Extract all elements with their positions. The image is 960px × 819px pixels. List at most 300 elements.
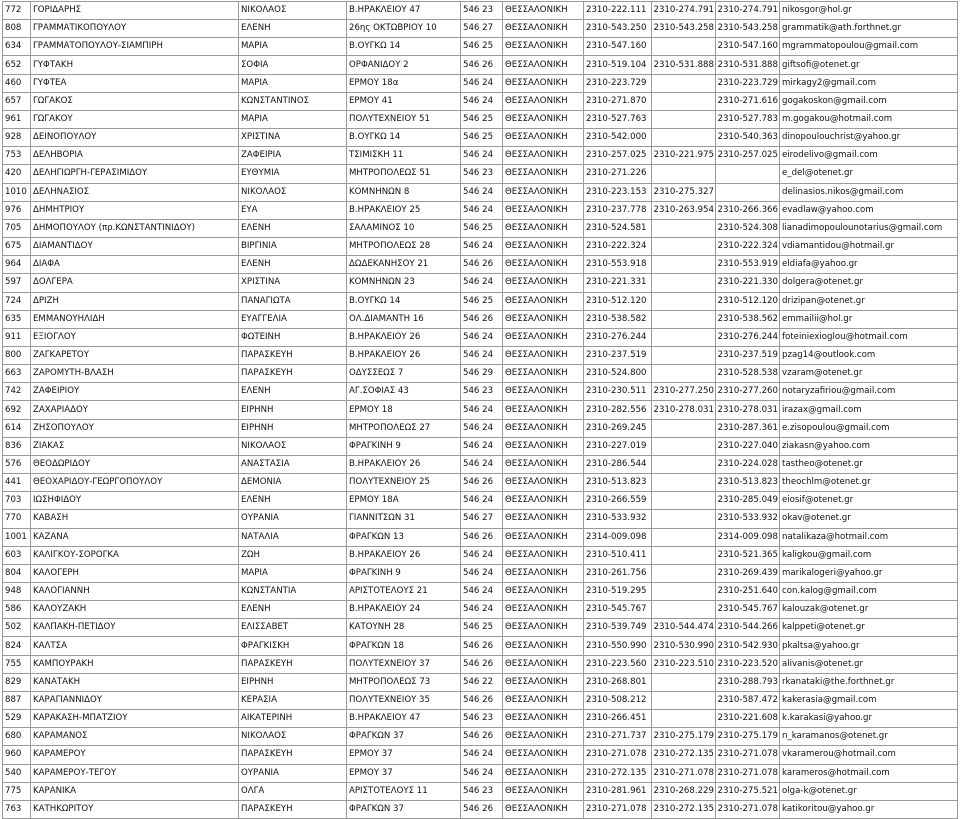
city-cell: ΘΕΣΣΑΛΟΝΙΚΗ — [503, 437, 584, 455]
street-address-cell: ΦΡΑΓΚΩΝ 13 — [347, 528, 461, 546]
second-phone-cell: 2310-544.266 — [716, 619, 780, 637]
second-phone-cell: 2310-275.521 — [716, 782, 780, 800]
first-name-cell: ΜΑΡΙΑ — [239, 110, 347, 128]
fax-cell — [652, 437, 716, 455]
email-cell[interactable]: pkaltsa@yahoo.gr — [780, 637, 958, 655]
fax-cell — [652, 710, 716, 728]
first-name-cell: ΝΙΚΟΛΑΟΣ — [239, 728, 347, 746]
second-phone-cell: 2310-524.308 — [716, 219, 780, 237]
member-id-cell: 680 — [3, 728, 31, 746]
member-id-cell: 763 — [3, 800, 31, 818]
table-row — [3, 238, 958, 256]
fax-cell: 2310-543.258 — [652, 20, 716, 38]
fax-cell — [652, 165, 716, 183]
first-name-cell: ΠΑΡΑΣΚΕΥΗ — [239, 365, 347, 383]
email-cell[interactable]: eirodelivo@gmail.com — [780, 147, 958, 165]
first-name-cell: ΠΑΡΑΣΚΕΥΗ — [239, 346, 347, 364]
postal-code-cell: 546 26 — [461, 474, 503, 492]
street-address-cell: ΕΡΜΟΥ 18Α — [347, 492, 461, 510]
city-cell: ΘΕΣΣΑΛΟΝΙΚΗ — [503, 256, 584, 274]
phone-cell: 2310-519.295 — [584, 583, 652, 601]
surname-cell: ΖΑΡΟΜΥΤΗ-ΒΛΑΣΗ — [31, 365, 239, 383]
city-cell: ΘΕΣΣΑΛΟΝΙΚΗ — [503, 583, 584, 601]
email-cell[interactable]: katikoritou@yahoo.gr — [780, 800, 958, 818]
first-name-cell: ΠΑΡΑΣΚΕΥΗ — [239, 746, 347, 764]
first-name-cell: ΖΩΗ — [239, 546, 347, 564]
table-row — [3, 782, 958, 800]
phone-cell: 2310-550.990 — [584, 637, 652, 655]
table-row — [3, 165, 958, 183]
email-cell[interactable]: eldiafa@yahoo.gr — [780, 256, 958, 274]
city-cell: ΘΕΣΣΑΛΟΝΙΚΗ — [503, 546, 584, 564]
table-row — [3, 691, 958, 709]
email-cell[interactable]: natalikaza@hotmail.com — [780, 528, 958, 546]
postal-code-cell: 546 24 — [461, 764, 503, 782]
phone-cell: 2310-269.245 — [584, 419, 652, 437]
table-row — [3, 2, 958, 20]
surname-cell: ΖΗΣΟΠΟΥΛΟΥ — [31, 419, 239, 437]
second-phone-cell: 2310-275.179 — [716, 728, 780, 746]
member-id-cell: 652 — [3, 56, 31, 74]
member-id-cell: 948 — [3, 583, 31, 601]
phone-cell: 2310-266.451 — [584, 710, 652, 728]
city-cell: ΘΕΣΣΑΛΟΝΙΚΗ — [503, 655, 584, 673]
table-row — [3, 110, 958, 128]
first-name-cell: ΕΥΑΓΓΕΛΙΑ — [239, 310, 347, 328]
surname-cell: ΓΡΑΜΜΑΤΙΚΟΠΟΥΛΟΥ — [31, 20, 239, 38]
surname-cell: ΕΜΜΑΝΟΥΗΛΙΔΗ — [31, 310, 239, 328]
second-phone-cell: 2310-266.366 — [716, 201, 780, 219]
street-address-cell: ΦΡΑΓΚΙΝΗ 9 — [347, 564, 461, 582]
table-row — [3, 201, 958, 219]
surname-cell: ΔΗΜΗΤΡΙΟΥ — [31, 201, 239, 219]
table-row — [3, 601, 958, 619]
member-id-cell: 961 — [3, 110, 31, 128]
fax-cell: 2310-274.791 — [652, 2, 716, 20]
fax-cell: 2310-277.250 — [652, 383, 716, 401]
member-id-cell: 742 — [3, 383, 31, 401]
city-cell: ΘΕΣΣΑΛΟΝΙΚΗ — [503, 365, 584, 383]
email-cell[interactable]: delinasios.nikos@gmail.com — [780, 183, 958, 201]
member-id-cell: 657 — [3, 92, 31, 110]
table-row — [3, 38, 958, 56]
street-address-cell: ΕΡΜΟΥ 37 — [347, 746, 461, 764]
table-row — [3, 20, 958, 38]
second-phone-cell: 2310-533.932 — [716, 510, 780, 528]
member-id-cell: 836 — [3, 437, 31, 455]
fax-cell — [652, 365, 716, 383]
street-address-cell: ΟΔΥΣΣΕΩΣ 7 — [347, 365, 461, 383]
postal-code-cell: 546 24 — [461, 238, 503, 256]
email-cell[interactable]: mirkagy2@gmail.com — [780, 74, 958, 92]
phone-cell: 2310-553.918 — [584, 256, 652, 274]
fax-cell: 2310-275.327 — [652, 183, 716, 201]
surname-cell: ΔΙΑΦΑ — [31, 256, 239, 274]
email-cell[interactable]: okav@otenet.gr — [780, 510, 958, 528]
member-id-cell: 586 — [3, 601, 31, 619]
email-cell[interactable]: kalouzak@otenet.gr — [780, 601, 958, 619]
member-id-cell: 634 — [3, 38, 31, 56]
email-cell[interactable]: n_karamanos@otenet.gr — [780, 728, 958, 746]
member-id-cell: 703 — [3, 492, 31, 510]
first-name-cell: ΣΟΦΙΑ — [239, 56, 347, 74]
fax-cell: 2310-271.078 — [652, 764, 716, 782]
city-cell: ΘΕΣΣΑΛΟΝΙΚΗ — [503, 92, 584, 110]
email-cell[interactable]: m.gogakou@hotmail.com — [780, 110, 958, 128]
second-phone-cell: 2310-513.823 — [716, 474, 780, 492]
first-name-cell: ΔΕΜΟΝΙΑ — [239, 474, 347, 492]
second-phone-cell: 2310-543.258 — [716, 20, 780, 38]
fax-cell — [652, 691, 716, 709]
phone-cell: 2310-547.160 — [584, 38, 652, 56]
second-phone-cell: 2310-224.028 — [716, 455, 780, 473]
email-cell[interactable]: gogakoskon@gmail.com — [780, 92, 958, 110]
street-address-cell: ΜΗΤΡΟΠΟΛΕΩΣ 51 — [347, 165, 461, 183]
table-row — [3, 655, 958, 673]
second-phone-cell: 2310-227.040 — [716, 437, 780, 455]
city-cell: ΘΕΣΣΑΛΟΝΙΚΗ — [503, 492, 584, 510]
email-cell[interactable]: irazax@gmail.com — [780, 401, 958, 419]
postal-code-cell: 546 26 — [461, 637, 503, 655]
phone-cell: 2310-539.749 — [584, 619, 652, 637]
surname-cell: ΚΑΜΠΟΥΡΑΚΗ — [31, 655, 239, 673]
fax-cell: 2310-530.990 — [652, 637, 716, 655]
first-name-cell: ΜΑΡΙΑ — [239, 38, 347, 56]
member-id-cell: 772 — [3, 2, 31, 20]
phone-cell: 2310-524.581 — [584, 219, 652, 237]
table-row — [3, 764, 958, 782]
fax-cell — [652, 564, 716, 582]
member-id-cell: 614 — [3, 419, 31, 437]
second-phone-cell: 2310-587.472 — [716, 691, 780, 709]
email-cell[interactable]: drizipan@otenet.gr — [780, 292, 958, 310]
city-cell: ΘΕΣΣΑΛΟΝΙΚΗ — [503, 474, 584, 492]
fax-cell — [652, 583, 716, 601]
email-cell[interactable]: dinopoulouchrist@yahoo.gr — [780, 129, 958, 147]
table-row — [3, 564, 958, 582]
street-address-cell: ΚΟΜΝΗΝΩΝ 23 — [347, 274, 461, 292]
postal-code-cell: 546 27 — [461, 510, 503, 528]
street-address-cell: ΟΡΦΑΝΙΔΟΥ 2 — [347, 56, 461, 74]
phone-cell: 2310-510.411 — [584, 546, 652, 564]
postal-code-cell: 546 26 — [461, 655, 503, 673]
street-address-cell: ΠΟΛΥΤΕΧΝΕΙΟΥ 51 — [347, 110, 461, 128]
postal-code-cell: 546 25 — [461, 619, 503, 637]
email-cell[interactable]: vdiamantidou@hotmail.gr — [780, 238, 958, 256]
email-cell[interactable]: evadlaw@yahoo.com — [780, 201, 958, 219]
second-phone-cell: 2310-287.361 — [716, 419, 780, 437]
postal-code-cell: 546 24 — [461, 437, 503, 455]
member-id-cell: 675 — [3, 238, 31, 256]
table-row — [3, 74, 958, 92]
postal-code-cell: 546 25 — [461, 110, 503, 128]
city-cell: ΘΕΣΣΑΛΟΝΙΚΗ — [503, 746, 584, 764]
email-cell[interactable]: notaryzafiriou@gmail.com — [780, 383, 958, 401]
email-cell[interactable]: vkaramerou@hotmail.com — [780, 746, 958, 764]
member-id-cell: 724 — [3, 292, 31, 310]
table-row — [3, 328, 958, 346]
second-phone-cell: 2310-277.260 — [716, 383, 780, 401]
phone-cell: 2310-286.544 — [584, 455, 652, 473]
first-name-cell: ΕΛΕΝΗ — [239, 492, 347, 510]
first-name-cell: ΟΛΓΑ — [239, 782, 347, 800]
email-cell[interactable]: kakerasia@gmail.com — [780, 691, 958, 709]
fax-cell — [652, 238, 716, 256]
table-row — [3, 274, 958, 292]
member-id-cell: 753 — [3, 147, 31, 165]
city-cell: ΘΕΣΣΑΛΟΝΙΚΗ — [503, 328, 584, 346]
phone-cell: 2310-237.519 — [584, 346, 652, 364]
street-address-cell: ΕΡΜΟΥ 18α — [347, 74, 461, 92]
table-row — [3, 710, 958, 728]
member-id-cell: 460 — [3, 74, 31, 92]
email-cell[interactable]: giftsofi@otenet.gr — [780, 56, 958, 74]
street-address-cell: Β.ΗΡΑΚΛΕΙΟΥ 24 — [347, 601, 461, 619]
first-name-cell: ΟΥΡΑΝΙΑ — [239, 510, 347, 528]
street-address-cell: ΦΡΑΓΚΩΝ 37 — [347, 728, 461, 746]
phone-cell: 2310-271.870 — [584, 92, 652, 110]
email-cell[interactable]: eiosif@otenet.gr — [780, 492, 958, 510]
postal-code-cell: 546 29 — [461, 365, 503, 383]
postal-code-cell: 546 26 — [461, 310, 503, 328]
surname-cell: ΙΩΣΗΦΙΔΟΥ — [31, 492, 239, 510]
fax-cell: 2310-263.954 — [652, 201, 716, 219]
table-row — [3, 419, 958, 437]
city-cell: ΘΕΣΣΑΛΟΝΙΚΗ — [503, 219, 584, 237]
surname-cell: ΚΑΡΑΓΙΑΝΝΙΔΟΥ — [31, 691, 239, 709]
street-address-cell: Β.ΟΥΓΚΩ 14 — [347, 38, 461, 56]
city-cell: ΘΕΣΣΑΛΟΝΙΚΗ — [503, 637, 584, 655]
phone-cell: 2310-222.324 — [584, 238, 652, 256]
postal-code-cell: 546 24 — [461, 746, 503, 764]
fax-cell — [652, 346, 716, 364]
first-name-cell: ΠΑΡΑΣΚΕΥΗ — [239, 800, 347, 818]
email-cell[interactable]: grammatik@ath.forthnet.gr — [780, 20, 958, 38]
first-name-cell: ΖΑΦΕΙΡΙΑ — [239, 147, 347, 165]
surname-cell: ΚΑΛΙΓΚΟΥ-ΣΟΡΟΓΚΑ — [31, 546, 239, 564]
phone-cell: 2310-266.559 — [584, 492, 652, 510]
street-address-cell: ΑΡΙΣΤΟΤΕΛΟΥΣ 21 — [347, 583, 461, 601]
city-cell: ΘΕΣΣΑΛΟΝΙΚΗ — [503, 601, 584, 619]
email-cell[interactable]: kalppeti@otenet.gr — [780, 619, 958, 637]
fax-cell — [652, 110, 716, 128]
email-cell[interactable]: rkanataki@the.forthnet.gr — [780, 673, 958, 691]
street-address-cell: ΠΟΛΥΤΕΧΝΕΙΟΥ 25 — [347, 474, 461, 492]
street-address-cell: ΕΡΜΟΥ 37 — [347, 764, 461, 782]
fax-cell — [652, 328, 716, 346]
email-cell[interactable]: con.kalog@gmail.com — [780, 583, 958, 601]
street-address-cell: ΔΩΔΕΚΑΝΗΣΟΥ 21 — [347, 256, 461, 274]
surname-cell: ΖΙΑΚΑΣ — [31, 437, 239, 455]
email-cell[interactable]: e_del@otenet.gr — [780, 165, 958, 183]
member-id-cell: 964 — [3, 256, 31, 274]
phone-cell: 2310-223.153 — [584, 183, 652, 201]
street-address-cell: ΦΡΑΓΚΩΝ 37 — [347, 800, 461, 818]
phone-cell: 2310-261.756 — [584, 564, 652, 582]
first-name-cell: ΕΛΕΝΗ — [239, 383, 347, 401]
street-address-cell: Β.ΗΡΑΚΛΕΙΟΥ 26 — [347, 328, 461, 346]
first-name-cell: ΕΛΕΝΗ — [239, 256, 347, 274]
surname-cell: ΚΑΛΟΓΕΡΗ — [31, 564, 239, 582]
member-id-cell: 441 — [3, 474, 31, 492]
second-phone-cell: 2310-542.930 — [716, 637, 780, 655]
surname-cell: ΘΕΟΔΩΡΙΔΟΥ — [31, 455, 239, 473]
postal-code-cell: 546 24 — [461, 274, 503, 292]
email-cell[interactable]: pzag14@outlook.com — [780, 346, 958, 364]
member-id-cell: 705 — [3, 219, 31, 237]
first-name-cell: ΟΥΡΑΝΙΑ — [239, 764, 347, 782]
surname-cell: ΚΑΛΤΣΑ — [31, 637, 239, 655]
city-cell: ΘΕΣΣΑΛΟΝΙΚΗ — [503, 129, 584, 147]
city-cell: ΘΕΣΣΑΛΟΝΙΚΗ — [503, 455, 584, 473]
table-row — [3, 92, 958, 110]
first-name-cell: ΕΥΘΥΜΙΑ — [239, 165, 347, 183]
second-phone-cell — [716, 183, 780, 201]
second-phone-cell: 2314-009.098 — [716, 528, 780, 546]
member-id-cell: 824 — [3, 637, 31, 655]
first-name-cell: ΜΑΡΙΑ — [239, 564, 347, 582]
email-cell[interactable]: olga-k@otenet.gr — [780, 782, 958, 800]
first-name-cell: ΚΩΝΣΤΑΝΤΙΑ — [239, 583, 347, 601]
second-phone-cell: 2310-269.439 — [716, 564, 780, 582]
postal-code-cell: 546 24 — [461, 601, 503, 619]
email-cell[interactable]: alivanis@otenet.gr — [780, 655, 958, 673]
street-address-cell: ΚΟΜΝΗΝΩΝ 8 — [347, 183, 461, 201]
member-id-cell: 829 — [3, 673, 31, 691]
fax-cell — [652, 601, 716, 619]
table-row — [3, 673, 958, 691]
email-cell[interactable]: theochlm@otenet.gr — [780, 474, 958, 492]
member-id-cell: 911 — [3, 328, 31, 346]
city-cell: ΘΕΣΣΑΛΟΝΙΚΗ — [503, 510, 584, 528]
email-cell[interactable]: vzaram@otenet.gr — [780, 365, 958, 383]
surname-cell: ΚΑΒΑΣΗ — [31, 510, 239, 528]
street-address-cell: ΕΡΜΟΥ 18 — [347, 401, 461, 419]
surname-cell: ΔΕΛΗΝΑΣΙΟΣ — [31, 183, 239, 201]
city-cell: ΘΕΣΣΑΛΟΝΙΚΗ — [503, 383, 584, 401]
email-cell[interactable]: dolgera@otenet.gr — [780, 274, 958, 292]
member-id-cell: 420 — [3, 165, 31, 183]
surname-cell: ΚΑΛΠΑΚΗ-ΠΕΤΙΔΟΥ — [31, 619, 239, 637]
second-phone-cell: 2310-271.078 — [716, 746, 780, 764]
email-cell[interactable]: ziakasn@yahoo.com — [780, 437, 958, 455]
table-row — [3, 528, 958, 546]
surname-cell: ΚΑΖΑΝΑ — [31, 528, 239, 546]
first-name-cell: ΦΩΤΕΙΝΗ — [239, 328, 347, 346]
surname-cell: ΚΑΤΗΚΩΡΙΤΟΥ — [31, 800, 239, 818]
email-cell[interactable]: lianadimopoulounotarius@gmail.com — [780, 219, 958, 237]
city-cell: ΘΕΣΣΑΛΟΝΙΚΗ — [503, 38, 584, 56]
phone-cell: 2310-257.025 — [584, 147, 652, 165]
second-phone-cell: 2310-521.365 — [716, 546, 780, 564]
second-phone-cell: 2310-527.783 — [716, 110, 780, 128]
surname-cell: ΓΩΓΑΚΟΥ — [31, 110, 239, 128]
fax-cell: 2310-544.474 — [652, 619, 716, 637]
email-cell[interactable]: kaligkou@gmail.com — [780, 546, 958, 564]
member-id-cell: 755 — [3, 655, 31, 673]
fax-cell — [652, 492, 716, 510]
postal-code-cell: 546 24 — [461, 401, 503, 419]
postal-code-cell: 546 24 — [461, 455, 503, 473]
phone-cell: 2310-276.244 — [584, 328, 652, 346]
member-id-cell: 887 — [3, 691, 31, 709]
email-cell[interactable]: tastheo@otenet.gr — [780, 455, 958, 473]
phone-cell: 2310-281.961 — [584, 782, 652, 800]
postal-code-cell: 546 24 — [461, 419, 503, 437]
postal-code-cell: 546 24 — [461, 492, 503, 510]
fax-cell: 2310-223.510 — [652, 655, 716, 673]
first-name-cell: ΧΡΙΣΤΙΝΑ — [239, 129, 347, 147]
phone-cell: 2310-519.104 — [584, 56, 652, 74]
city-cell: ΘΕΣΣΑΛΟΝΙΚΗ — [503, 56, 584, 74]
email-cell[interactable]: e.zisopoulou@gmail.com — [780, 419, 958, 437]
postal-code-cell: 546 22 — [461, 673, 503, 691]
postal-code-cell: 546 24 — [461, 564, 503, 582]
email-cell[interactable]: marikalogeri@yahoo.gr — [780, 564, 958, 582]
member-id-cell: 635 — [3, 310, 31, 328]
phone-cell: 2310-271.226 — [584, 165, 652, 183]
email-cell[interactable]: nikosgor@hol.gr — [780, 2, 958, 20]
surname-cell: ΔΕΙΝΟΠΟΥΛΟΥ — [31, 129, 239, 147]
first-name-cell: ΕΛΕΝΗ — [239, 219, 347, 237]
phone-cell: 2310-527.763 — [584, 110, 652, 128]
second-phone-cell: 2310-223.520 — [716, 655, 780, 673]
surname-cell: ΔΡΙΖΗ — [31, 292, 239, 310]
email-cell[interactable]: k.karakasi@yahoo.gr — [780, 710, 958, 728]
fax-cell — [652, 419, 716, 437]
second-phone-cell: 2310-547.160 — [716, 38, 780, 56]
email-cell[interactable]: emmailii@hol.gr — [780, 310, 958, 328]
fax-cell — [652, 528, 716, 546]
phone-cell: 2310-272.135 — [584, 764, 652, 782]
first-name-cell: ΠΑΝΑΓΙΩΤΑ — [239, 292, 347, 310]
street-address-cell: ΜΗΤΡΟΠΟΛΕΩΣ 28 — [347, 238, 461, 256]
fax-cell — [652, 256, 716, 274]
first-name-cell: ΝΙΚΟΛΑΟΣ — [239, 183, 347, 201]
surname-cell: ΓΥΦΤΕΑ — [31, 74, 239, 92]
second-phone-cell — [716, 165, 780, 183]
table-row — [3, 383, 958, 401]
table-row — [3, 183, 958, 201]
email-cell[interactable]: mgrammatopoulou@gmail.com — [780, 38, 958, 56]
email-cell[interactable]: karameros@hotmail.com — [780, 764, 958, 782]
member-id-cell: 928 — [3, 129, 31, 147]
email-cell[interactable]: foteiniexioglou@hotmail.com — [780, 328, 958, 346]
member-id-cell: 775 — [3, 782, 31, 800]
first-name-cell: ΜΑΡΙΑ — [239, 74, 347, 92]
first-name-cell: ΑΝΑΣΤΑΣΙΑ — [239, 455, 347, 473]
fax-cell: 2310-272.135 — [652, 800, 716, 818]
table-row — [3, 365, 958, 383]
street-address-cell: Β.ΗΡΑΚΛΕΙΟΥ 47 — [347, 2, 461, 20]
second-phone-cell: 2310-531.888 — [716, 56, 780, 74]
second-phone-cell: 2310-271.078 — [716, 800, 780, 818]
table-row — [3, 746, 958, 764]
postal-code-cell: 546 23 — [461, 782, 503, 800]
phone-cell: 2310-512.120 — [584, 292, 652, 310]
fax-cell — [652, 274, 716, 292]
notary-directory-table — [2, 1, 958, 819]
city-cell: ΘΕΣΣΑΛΟΝΙΚΗ — [503, 691, 584, 709]
street-address-cell: ΦΡΑΓΚΩΝ 18 — [347, 637, 461, 655]
member-id-cell: 692 — [3, 401, 31, 419]
phone-cell: 2310-237.778 — [584, 201, 652, 219]
second-phone-cell: 2310-222.324 — [716, 238, 780, 256]
surname-cell: ΚΑΡΑΚΑΣΗ-ΜΠΑΤΖΙΟΥ — [31, 710, 239, 728]
second-phone-cell: 2310-528.538 — [716, 365, 780, 383]
phone-cell: 2310-533.932 — [584, 510, 652, 528]
city-cell: ΘΕΣΣΑΛΟΝΙΚΗ — [503, 782, 584, 800]
